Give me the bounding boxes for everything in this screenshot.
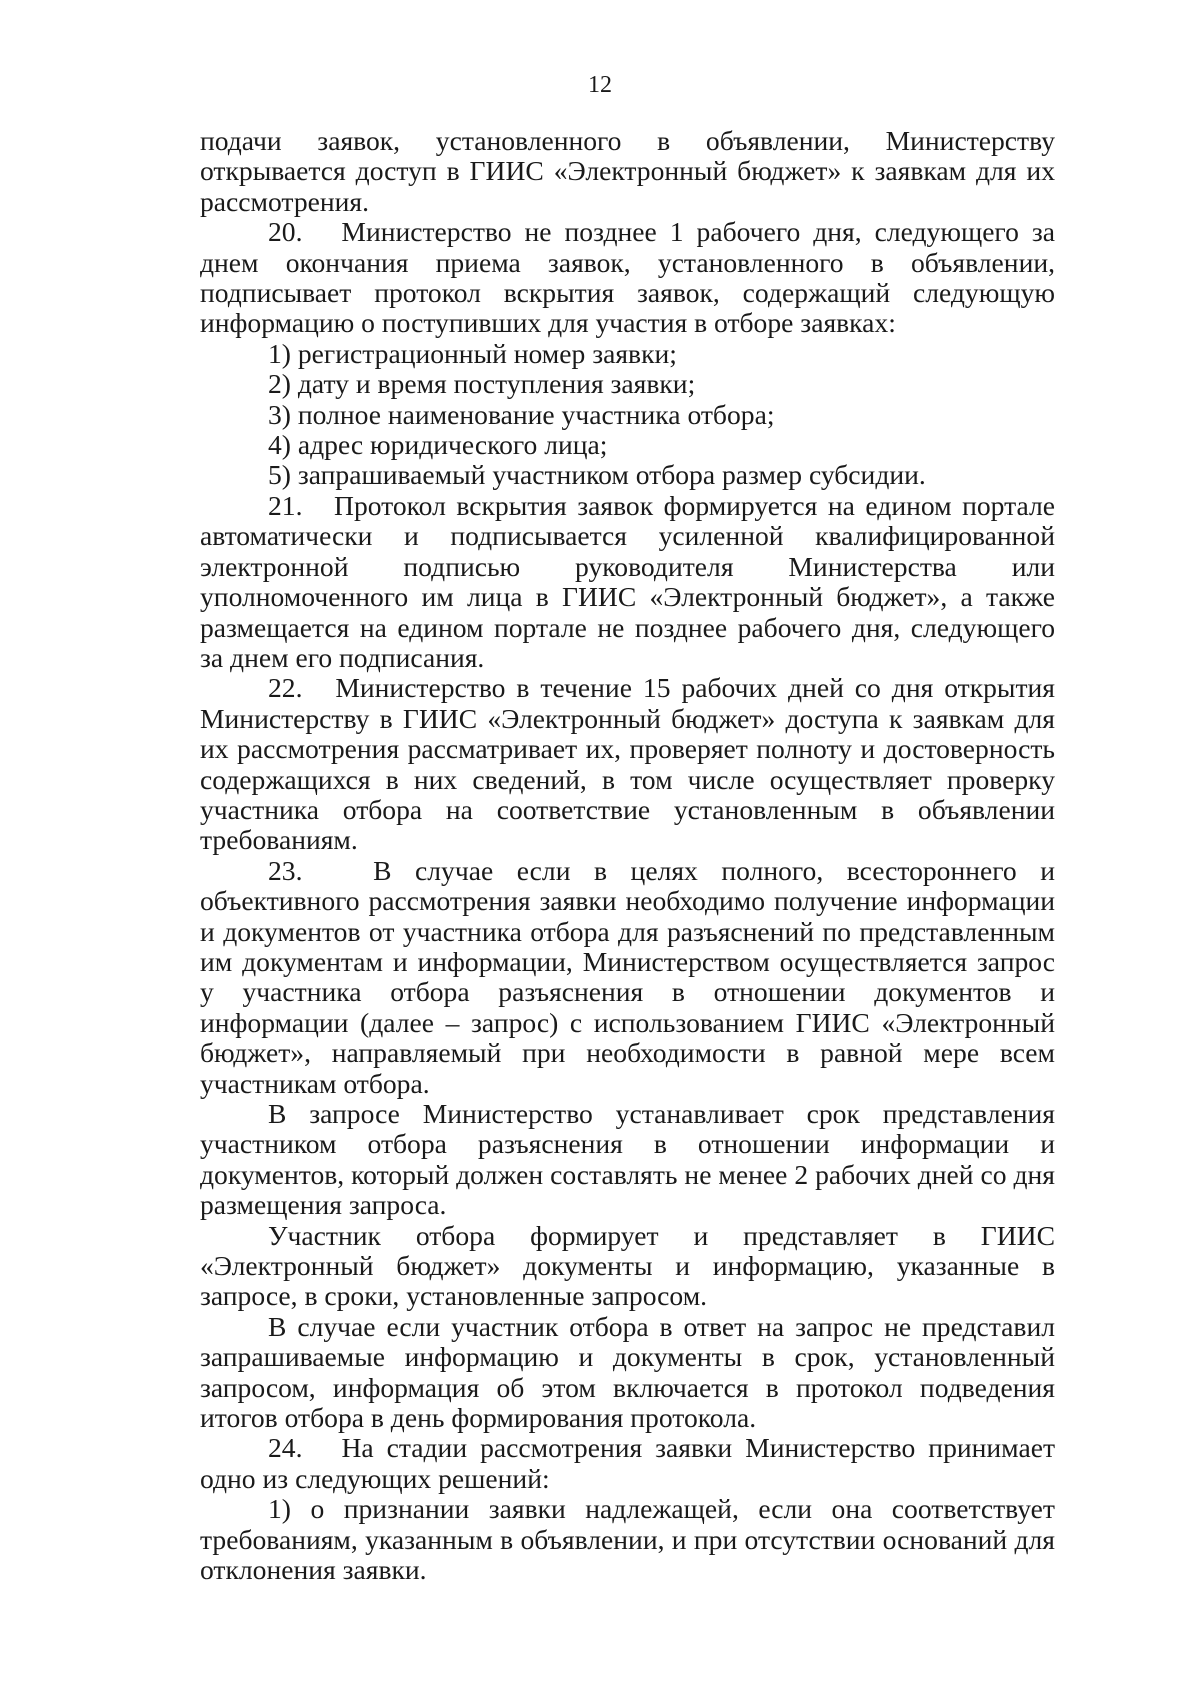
paragraph-24: 24. На стадии рассмотрения заявки Министерство принимает одно из следующих решений: xyxy=(200,1432,1055,1494)
paragraph-22: 22. Министерство в течение 15 рабочих дней со дня открытия Министерству в ГИИС «Электронный бюджет» доступа к заявкам для их рассмотрения рассматривает их, проверяет полноту и достоверность содержащихся в них сведений, в том числе осуществляет проверку участника отбора на соответствие установленным в объявлении требованиям. xyxy=(200,672,1055,856)
list-item: 3) полное наименование участника отбора; xyxy=(268,398,775,430)
paragraph-no-response: В случае если участник отбора в ответ на запрос не представил запрашиваемые информацию и документы в срок, установленный запросом, информация об этом включается в протокол подведения итогов отбора в день формирования протокола. xyxy=(200,1310,1055,1434)
paragraph-24-item-1: 1) о признании заявки надлежащей, если она соответствует требованиям, указанным в объявлении, и при отсутствии оснований для отклонения заявки. xyxy=(200,1493,1055,1586)
paragraph-participant-response: Участник отбора формирует и представляет в ГИИС «Электронный бюджет» документы и информацию, указанные в запросе, в сроки, установленные запросом. xyxy=(200,1219,1055,1312)
page-number: 12 xyxy=(588,72,612,98)
paragraph-23: 23. В случае если в целях полного, всестороннего и объективного рассмотрения заявки необходимо получение информации и документов от участника отбора для разъяснений по представленным им документам и информации, Министерством осуществляется запрос у участника отбора разъяснения в отношении документов и информации (далее – запрос) с использованием ГИИС «Электронный бюджет», направляемый при необходимости в равной мере всем участникам отбора. xyxy=(200,854,1055,1099)
list-item: 2) дату и время поступления заявки; xyxy=(268,368,696,400)
list-item: 4) адрес юридического лица; xyxy=(268,429,608,461)
list-item: 1) регистрационный номер заявки; xyxy=(268,337,677,369)
document-body xyxy=(200,126,1055,1586)
paragraph-20: 20. Министерство не позднее 1 рабочего дня, следующего за днем окончания приема заявок, установленного в объявлении, подписывает протокол вскрытия заявок, содержащий следующую информацию о поступивших для участия в отборе заявках: xyxy=(200,216,1055,339)
list-item: 5) запрашиваемый участником отбора размер субсидии. xyxy=(268,459,926,491)
paragraph-continuation: подачи заявок, установленного в объявлении, Министерству открывается доступ в ГИИС «Электронный бюджет» к заявкам для их рассмотрения. xyxy=(200,125,1055,217)
paragraph-21: 21. Протокол вскрытия заявок формируется на едином портале автоматически и подписывается усиленной квалифицированной электронной подписью руководителя Министерства или уполномоченного им лица в ГИИС «Электронный бюджет», а также размещается на едином портале не позднее рабочего дня, следующего за днем его подписания. xyxy=(200,489,1055,673)
paragraph-request-deadline: В запросе Министерство устанавливает срок представления участником отбора разъяснения в отношении информации и документов, который должен составлять не менее 2 рабочих дней со дня размещения запроса. xyxy=(200,1098,1055,1221)
